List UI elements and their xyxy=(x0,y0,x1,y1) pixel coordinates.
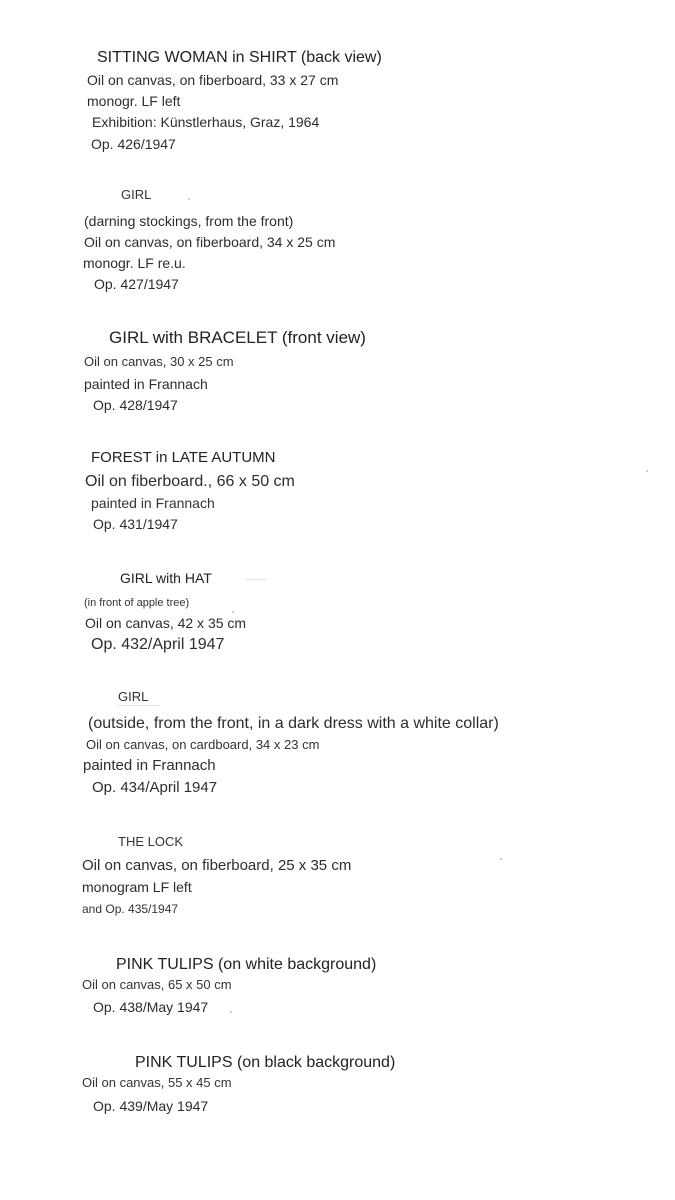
entry-line: Exhibition: Künstlerhaus, Graz, 1964 xyxy=(92,114,320,130)
entry-line: Op. 438/May 1947 xyxy=(93,999,209,1015)
entry-line: Oil on fiberboard., 66 x 50 cm xyxy=(85,473,295,490)
entry-title: FOREST in LATE AUTUMN xyxy=(91,449,276,466)
entry-title: PINK TULIPS (on black background) xyxy=(135,1054,396,1071)
entry-line: painted in Frannach xyxy=(84,376,208,392)
entry-line: Oil on canvas, on cardboard, 34 x 23 cm xyxy=(86,737,320,752)
entry-line: Oil on canvas, on fiberboard, 25 x 35 cm xyxy=(82,857,352,874)
entry-line: Op. 431/1947 xyxy=(93,516,178,532)
entry-title: GIRL with BRACELET (front view) xyxy=(109,328,366,347)
entry-line: monogr. LF re.u. xyxy=(83,255,186,271)
entry-line: Op. 428/1947 xyxy=(93,397,178,413)
entry-line: Oil on canvas, 65 x 50 cm xyxy=(82,977,232,992)
scan-artifact xyxy=(118,705,160,706)
scan-artifact xyxy=(500,858,502,860)
entry-line: and Op. 435/1947 xyxy=(82,902,179,916)
entry-line: Op. 439/May 1947 xyxy=(93,1098,209,1114)
entry-line: (in front of apple tree) xyxy=(84,597,190,609)
entry-line: Op. 426/1947 xyxy=(91,136,176,152)
entry-title: SITTING WOMAN in SHIRT (back view) xyxy=(97,49,382,66)
scan-artifact xyxy=(188,198,190,200)
scan-artifact xyxy=(230,1011,232,1013)
entry-line: Op. 427/1947 xyxy=(94,276,179,292)
entry-line: Oil on canvas, 42 x 35 cm xyxy=(85,615,247,631)
entry-line: Oil on canvas, on fiberboard, 34 x 25 cm xyxy=(84,234,336,250)
entry-title: PINK TULIPS (on white background) xyxy=(116,956,377,973)
entry-line: monogr. LF left xyxy=(87,93,181,109)
entry-title: GIRL with HAT xyxy=(120,570,212,586)
entry-title: THE LOCK xyxy=(118,834,184,849)
entry-title: GIRL xyxy=(118,689,149,704)
entry-line: Op. 434/April 1947 xyxy=(92,779,218,796)
scan-artifact xyxy=(232,611,234,613)
entry-line: Oil on canvas, 55 x 45 cm xyxy=(82,1075,232,1090)
entry-line: monogram LF left xyxy=(82,879,192,895)
scan-artifact xyxy=(646,470,648,472)
entry-line: painted in Frannach xyxy=(83,757,216,774)
entry-line: painted in Frannach xyxy=(91,495,215,511)
entry-line: Op. 432/April 1947 xyxy=(91,636,225,653)
scan-artifact xyxy=(245,579,267,580)
entry-line: (outside, from the front, in a dark dress with a white collar) xyxy=(88,715,499,732)
entry-line: (darning stockings, from the front) xyxy=(84,213,294,229)
entry-line: Oil on canvas, on fiberboard, 33 x 27 cm xyxy=(87,72,339,88)
entry-line: Oil on canvas, 30 x 25 cm xyxy=(84,354,234,369)
entry-title: GIRL xyxy=(121,187,152,202)
